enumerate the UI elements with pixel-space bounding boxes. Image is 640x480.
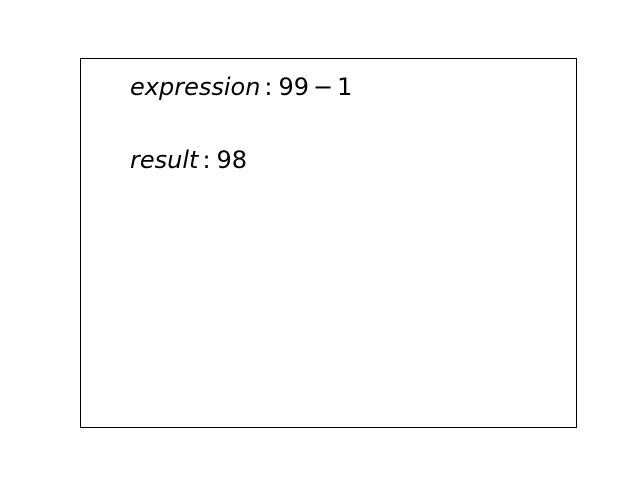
result-separator: :	[202, 146, 211, 174]
expression-right-operand: 1	[337, 73, 353, 101]
result-value: 98	[216, 146, 248, 174]
expression-operator: −	[313, 73, 334, 101]
expression-line	[130, 75, 352, 99]
expression-separator: :	[264, 73, 273, 101]
plot-frame	[80, 58, 577, 428]
expression-left-operand: 99	[278, 73, 310, 101]
result-line	[130, 148, 247, 172]
result-label: result	[130, 146, 199, 174]
expression-label: expression	[130, 73, 261, 101]
